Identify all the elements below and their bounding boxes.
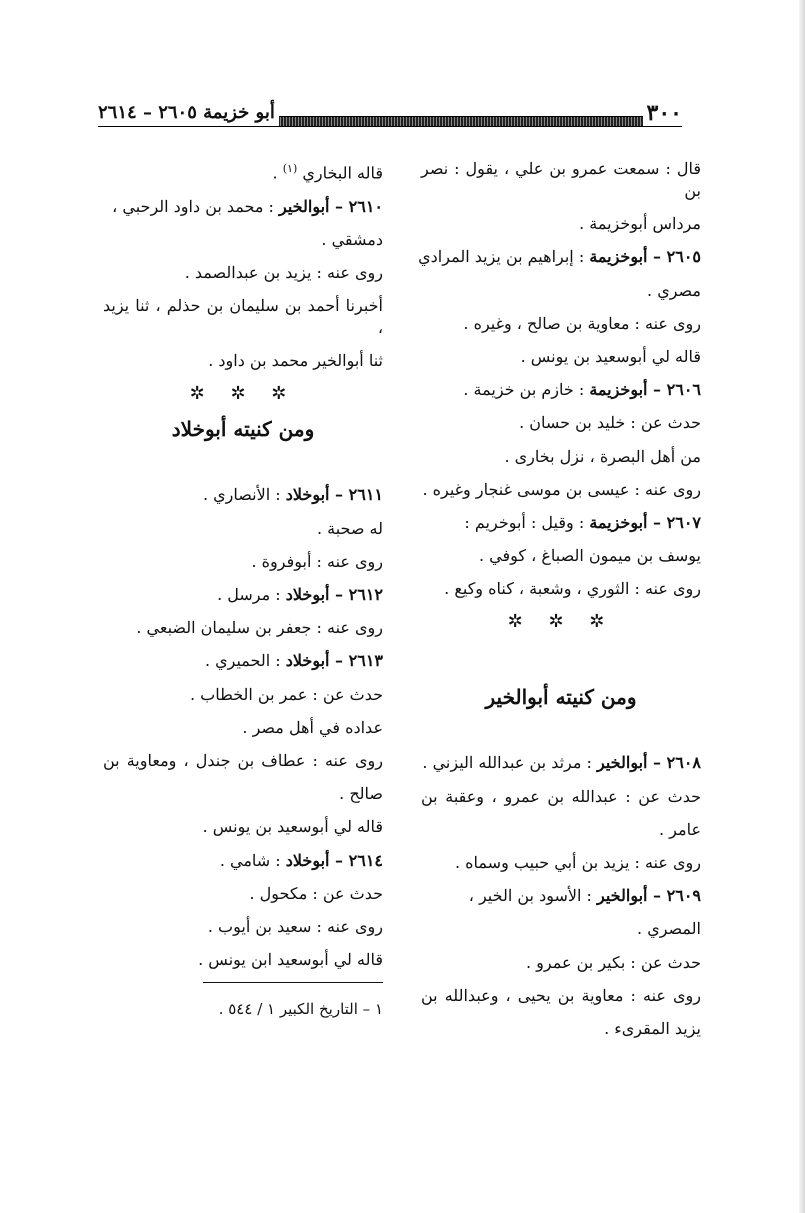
section-heading: ومن كنيته أبوخلاد [171, 417, 315, 442]
text-line: حدث عن : خليد بن حسان . [519, 413, 701, 433]
entry-text: : مرسل . [217, 585, 286, 605]
entry-number: ٢٦١٣ – أبوخلاد [285, 651, 383, 671]
footnote: ١ – التاريخ الكبير ١ / ٥٤٤ . [218, 1000, 383, 1019]
text-line: أخبرنا أحمد بن سليمان بن حذلم ، ثنا يزيد ، [103, 296, 383, 338]
entry-text: : وقيل : أبوخريم : [464, 512, 590, 532]
page-number: ٣٠٠ [643, 100, 682, 126]
left-column [103, 158, 383, 1019]
text-line: قال : سمعت عمرو بن علي ، يقول : نصر بن [421, 159, 701, 200]
entry-number: ٢٦٠٦ – أبوخزيمة [589, 380, 701, 400]
page-header [98, 100, 682, 134]
right-column [418, 158, 701, 1051]
text-line: روى عنه : جعفر بن سليمان الضبعي . [136, 618, 383, 638]
text-line: روى عنه : سعيد بن أيوب . [207, 916, 383, 936]
entry-2606 [421, 379, 701, 401]
entry-number: ٢٦١٠ – أبوالخير [279, 196, 383, 216]
entry-2607 [421, 512, 701, 534]
entry-number: ٢٦٠٧ – أبوخزيمة [589, 512, 701, 532]
text-line: المصري . [637, 919, 701, 939]
text-span: . [272, 163, 283, 183]
entry-number: ٢٦١٢ – أبوخلاد [285, 585, 383, 605]
text-line: دمشقي . [321, 229, 383, 249]
entry-2608 [421, 752, 701, 774]
text-line: قاله لي أبوسعيد بن يونس . [520, 346, 701, 366]
entry-2611 [103, 484, 383, 506]
entry-text: : مرثد بن عبدالله اليزني . [422, 753, 598, 773]
entry-text: : خازم بن خزيمة . [463, 380, 590, 400]
text-line: مرداس أبوخزيمة . [579, 214, 701, 234]
text-line: يوسف بن ميمون الصباغ ، كوفي . [478, 546, 701, 566]
text-line: قاله لي أبوسعيد بن يونس . [202, 817, 383, 837]
text-line: روى عنه : معاوية بن صالح ، وغيره . [463, 313, 701, 333]
footnote-rule [203, 982, 383, 983]
text-line: روى عنه : أبوفروة . [251, 551, 383, 571]
text-line: روى عنه : عطاف بن جندل ، ومعاوية بن [103, 750, 383, 770]
entry-number: ٢٦٠٩ – أبوالخير [597, 886, 701, 906]
footnote-ref: (١) [282, 162, 298, 175]
text-line: صالح . [339, 784, 383, 804]
text-line: له صحبة . [316, 518, 383, 538]
text-line: من أهل البصرة ، نزل بخارى . [504, 446, 701, 466]
text-line: عداده في أهل مصر . [242, 717, 383, 737]
text-line: روى عنه : معاوية بن يحيى ، وعبدالله بن [421, 985, 701, 1005]
entry-text: : شامي . [219, 850, 286, 870]
entry-2613 [103, 650, 383, 672]
text-line [103, 158, 383, 184]
entry-text: : الأسود بن الخير ، [468, 886, 598, 906]
entry-2614 [103, 850, 383, 872]
entry-number: ٢٦٠٥ – أبوخزيمة [589, 247, 701, 267]
text-line: حدث عن : عمر بن الخطاب . [189, 684, 383, 704]
entry-2612 [103, 584, 383, 606]
entry-2609 [421, 885, 701, 907]
entry-number: ٢٦٠٨ – أبوالخير [597, 753, 701, 773]
text-line: ثنا أبوالخير محمد بن داود . [208, 351, 383, 371]
text-line: حدث عن : مكحول . [249, 883, 383, 903]
entry-text: : إبراهيم بن يزيد المرادي [418, 247, 590, 267]
text-line: عامر . [659, 819, 701, 839]
section-heading: ومن كنيته أبوالخير [485, 685, 637, 710]
text-line: روى عنه : عيسى بن موسى غنجار وغيره . [422, 479, 701, 499]
text-line: روى عنه : الثوري ، وشعبة ، كناه وكيع . [444, 579, 701, 599]
page-edge-shadow [799, 0, 805, 1213]
section-divider-stars: ✲ ✲ ✲ [189, 383, 297, 405]
text-line: يزيد المقرىء . [604, 1018, 701, 1038]
text-span: قاله البخاري [302, 163, 383, 183]
entry-number: ٢٦١٤ – أبوخلاد [285, 850, 383, 870]
text-line: حدث عن : عبدالله بن عمرو ، وعقبة بن [421, 786, 701, 806]
entry-2605 [418, 246, 701, 268]
text-line: حدث عن : بكير بن عمرو . [526, 952, 701, 972]
text-line: قاله لي أبوسعيد ابن يونس . [198, 950, 383, 970]
text-line: روى عنه : يزيد بن عبدالصمد . [184, 262, 383, 282]
running-title: أبو خزيمة ٢٦٠٥ – ٢٦١٤ [98, 100, 279, 126]
text-line: روى عنه : يزيد بن أبي حبيب وسماه . [455, 853, 701, 872]
entry-text: : الحميري . [204, 651, 286, 671]
entry-number: ٢٦١١ – أبوخلاد [285, 485, 383, 505]
text-line: مصري . [647, 280, 701, 300]
entry-text: : الأنصاري . [202, 485, 286, 505]
section-divider-stars: ✲ ✲ ✲ [507, 611, 615, 633]
entry-text: : محمد بن داود الرحبي ، [112, 196, 280, 216]
entry-2610 [103, 196, 383, 218]
